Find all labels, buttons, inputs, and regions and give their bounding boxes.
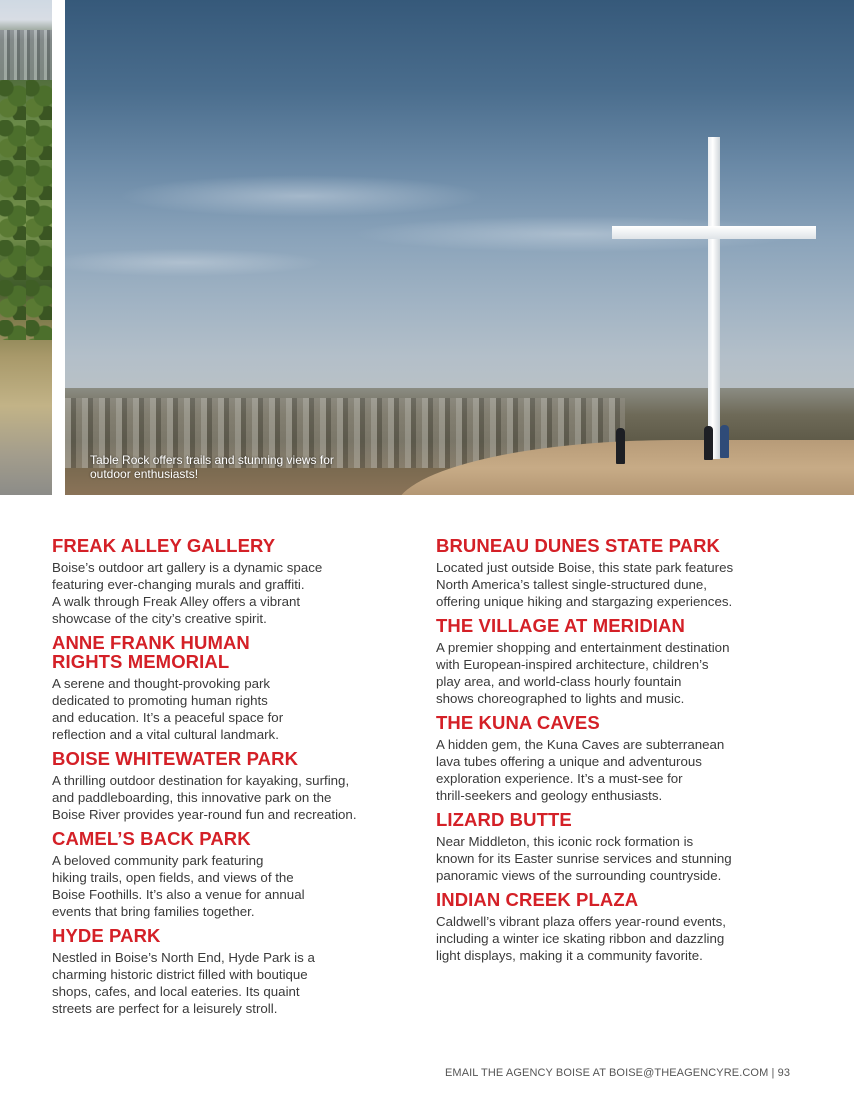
attraction-title: FREAK ALLEY GALLERY (52, 535, 276, 556)
attraction-title: THE KUNA CAVES (436, 712, 600, 733)
attraction-description: A thrilling outdoor destination for kayaking, surfing, and paddleboarding, this innovative park on the Boise River provides year-round fun and recreation. (52, 773, 357, 822)
attraction-item (436, 890, 806, 964)
attraction-description: A beloved community park featuring hiking trails, open fields, and views of the Boise Foothills. It’s also a venue for annual events that bring families together. (52, 853, 305, 919)
attraction-title: CAMEL’S BACK PARK (52, 828, 251, 849)
attraction-description: Near Middleton, this iconic rock formation is known for its Easter sunrise services and stunning panoramic views of the surrounding countryside. (436, 834, 732, 883)
attraction-item (436, 536, 806, 610)
attraction-title: ANNE FRANK HUMAN RIGHTS MEMORIAL (52, 632, 250, 672)
attraction-description: Nestled in Boise’s North End, Hyde Park is a charming historic district filled with boutique shops, cafes, and local eateries. Its quaint streets are perfect for a leisurely stroll. (52, 950, 315, 1016)
attraction-description: A hidden gem, the Kuna Caves are subterranean lava tubes offering a unique and adventurous exploration experience. It’s a must-see for thrill-seekers and geology enthusiasts. (436, 737, 725, 803)
attraction-description: A serene and thought-provoking park dedicated to promoting human rights and education. It’s a peaceful space for reflection and a vital cultural landmark. (52, 676, 284, 742)
photo-caption: Table Rock offers trails and stunning views for outdoor enthusiasts! (90, 453, 334, 481)
attraction-description: Located just outside Boise, this state park features North America’s tallest single-structured dune, offering unique hiking and stargazing experiences. (436, 560, 734, 609)
attraction-item (436, 810, 806, 884)
city-skyline-graphic (0, 30, 52, 80)
cross-vertical-beam (708, 137, 720, 459)
table-rock-photo (65, 0, 854, 495)
attraction-description: Boise’s outdoor art gallery is a dynamic space featuring ever-changing murals and graffiti. A walk through Freak Alley offers a vibrant showcase of the city’s creative spirit. (52, 560, 323, 626)
cross-horizontal-beam (612, 226, 816, 239)
page-footer: EMAIL THE AGENCY BOISE AT BOISE@THEAGENCYRE.COM | 93 (445, 1067, 791, 1079)
attraction-title: INDIAN CREEK PLAZA (436, 889, 639, 910)
attraction-title: BOISE WHITEWATER PARK (52, 748, 299, 769)
attraction-item (52, 829, 407, 920)
attraction-title: THE VILLAGE AT MERIDIAN (436, 615, 685, 636)
city-foothills-photo (0, 0, 52, 495)
attraction-item (52, 536, 407, 627)
attraction-item (436, 616, 806, 707)
person-silhouette (704, 426, 713, 460)
trees-graphic (0, 80, 52, 340)
attraction-title: BRUNEAU DUNES STATE PARK (436, 535, 721, 556)
attraction-title: HYDE PARK (52, 925, 161, 946)
attraction-item (52, 926, 407, 1017)
person-silhouette (720, 425, 729, 458)
attraction-description: Caldwell’s vibrant plaza offers year-round events, including a winter ice skating ribbon and dazzling light displays, making it a community favorite. (436, 914, 726, 963)
attraction-item (52, 633, 407, 743)
attraction-item (436, 713, 806, 804)
attraction-title: LIZARD BUTTE (436, 809, 572, 830)
person-silhouette (616, 428, 625, 464)
attraction-item (52, 749, 407, 823)
clouds-graphic (65, 120, 854, 310)
left-column (52, 536, 407, 1023)
attraction-description: A premier shopping and entertainment destination with European-inspired architecture, children’s play area, and world-class hourly fountain shows choreographed to lights and music. (436, 640, 730, 706)
right-column (436, 536, 806, 970)
